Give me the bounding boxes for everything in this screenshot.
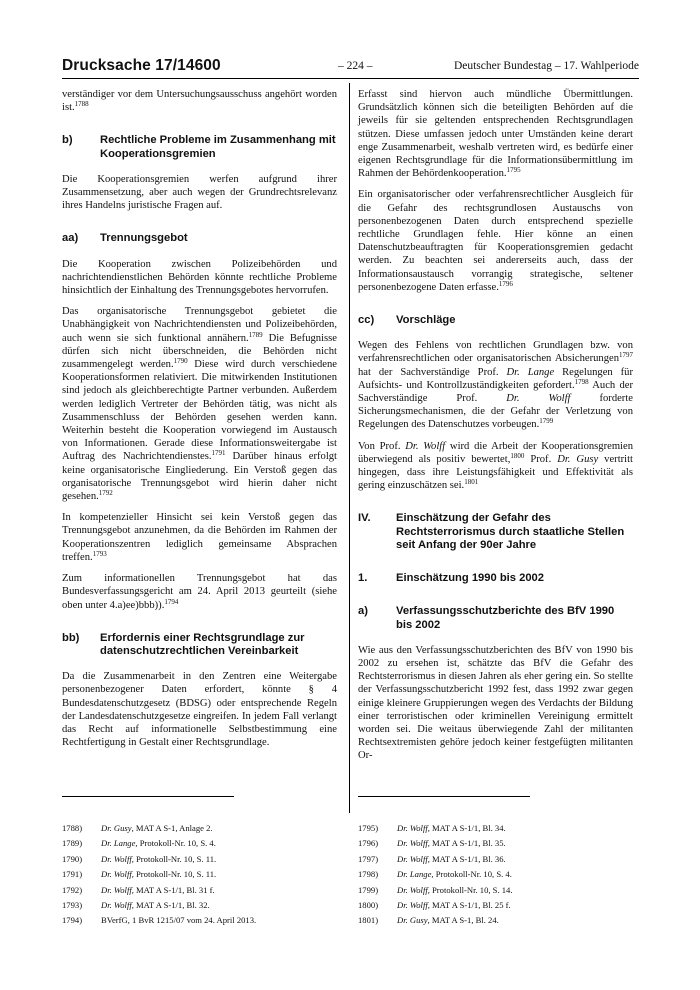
footnote-ref[interactable]: 1799 bbox=[539, 417, 554, 426]
footnote: 1794) BVerfG, 1 BvR 1215/07 vom 24. April 2013. bbox=[62, 915, 257, 926]
footnote-ref[interactable]: 1788 bbox=[74, 100, 89, 109]
paragraph: verständiger vor dem Untersuchungsausschuss angehört worden ist.$^{1788}$ bbox=[62, 89, 337, 114]
footnote-ref[interactable]: 1793 bbox=[92, 549, 107, 558]
footnote: 1790) Dr. Wolff, Protokoll-Nr. 10, S. 11. bbox=[62, 853, 217, 864]
paragraph: Von Prof. Dr. Wolff wird die Arbeit der Kooperationsgremien überwiegend als positiv bewertet,$^{1800}$ Prof. Dr. Gusy vertritt hingegen, dass ihre Leistungsfähigkeit und Effektivität als gering einzuschätzen sei.$^{1801}$ bbox=[358, 440, 634, 492]
footnote: 1788) Dr. Gusy, MAT A S-1, Anlage 2. bbox=[62, 823, 213, 833]
footnote: 1797) Dr. Wolff, MAT A S-1/1, Bl. 36. bbox=[358, 853, 506, 864]
page-header bbox=[62, 57, 639, 79]
right-column bbox=[358, 88, 633, 771]
footnote: 1789) Dr. Lange, Protokoll-Nr. 10, S. 4. bbox=[62, 838, 216, 849]
page-number: – 224 – bbox=[338, 60, 373, 72]
footnote: 1798) Dr. Lange, Protokoll-Nr. 10, S. 4. bbox=[358, 869, 512, 880]
footnote-ref[interactable]: 1792 bbox=[98, 489, 113, 498]
section-heading: 1. Einschätzung 1990 bis 2002 bbox=[358, 572, 544, 585]
paragraph: In kompetenzieller Hinsicht sei kein Verstoß gegen das Trennungsgebot anzunehmen, da die Behörden im Rahmen der Kooperationszentren lediglich gemeinsame Absprachen treffen.$^{1793}$ bbox=[62, 512, 337, 563]
footnote: 1799) Dr. Wolff, Protokoll-Nr. 10, S. 14. bbox=[358, 884, 513, 895]
footnote: 1795) Dr. Wolff, MAT A S-1/1, Bl. 34. bbox=[358, 823, 506, 833]
paragraph: Wie aus den Verfassungsschutzberichten des BfV von 1990 bis 2002 zu ersehen ist, schätzte das BfV die Gefahr des Rechtsterrorismus in diesen Jahren als eher gering ein. So stellte der Verfassungsschutzbericht 1992 fest, dass 1992 zwar gegen einige kleinere Gruppierungen wegen des Verdachts der Bildung einer terroristischen oder kriminellen Vereinigung ermittelt worden sei. Die weitaus überwiegende Zahl der militanten Rechtsextremisten gehöre jedoch keiner festgefügten militanten Or- bbox=[358, 644, 633, 762]
paragraph: Die Kooperationsgremien werfen aufgrund ihrer Zusammensetzung, aber auch wegen der Grundrechtsrelevanz ihres Handelns juristische Fragen auf. bbox=[62, 173, 337, 212]
footnote: 1796) Dr. Wolff, MAT A S-1/1, Bl. 35. bbox=[358, 838, 506, 849]
column-divider bbox=[349, 83, 350, 813]
footnote-rule bbox=[358, 796, 530, 797]
paragraph: Zum informationellen Trennungsgebot hat das Bundesverfassungsgericht am 24. April 2013 geurteilt (siehe oben unter 4.a)ee)bbb)).$^{1794}$ bbox=[62, 573, 337, 611]
section-heading: a) Verfassungsschutzberichte des BfV 1990 bis 2002 bbox=[358, 605, 615, 631]
section-heading: bb) Erfordernis einer Rechtsgrundlage zur datenschutzrechtlichen Vereinbarkeit bbox=[62, 631, 305, 657]
footnotes-right bbox=[358, 823, 633, 931]
publisher: Deutscher Bundestag – 17. Wahlperiode bbox=[453, 60, 639, 72]
footnote-ref[interactable]: 1791 bbox=[211, 449, 226, 458]
footnote: 1793) Dr. Wolff, MAT A S-1/1, Bl. 32. bbox=[62, 899, 210, 910]
chapter-heading: IV. Einschätzung der Gefahr des Rechtsterrorismus durch staatliche Stellen seit Anfang der 90er Jahre bbox=[358, 512, 625, 551]
footnotes-left bbox=[62, 823, 337, 931]
footnote: 1792) Dr. Wolff, MAT A S-1/1, Bl. 31 f. bbox=[62, 884, 215, 895]
paragraph: Ein organisatorischer oder verfahrensrechtlicher Ausgleich für die Gefahr des rechtsgrundlosen Austauschs von personenbezogenen Daten durch entsprechend spezielle rechtliche Grundlagen fehle. Hier könne an einen Datenschutzbeauftragten für Kooperationsgremien gedacht werden. Zu beachten sei andererseits auch, dass der Informationsaustausch vorrangig strategische, seltener personenbezogene Daten erfasse.$^{1796}$ bbox=[358, 189, 633, 293]
footnote: 1800) Dr. Wolff, MAT A S-1/1, Bl. 25 f. bbox=[358, 899, 511, 910]
document-number: Drucksache 17/14600 bbox=[62, 57, 221, 74]
paragraph: Das organisatorische Trennungsgebot gebietet die Unabhängigkeit von Nachrichtendiensten und Polizeibehörden, auch wenn sie sich funktional annähern.$^{1789}$ Die Befugnisse dürfen sich nicht überschneiden, die Behörden nicht zusammengelegt werden.$^{1790}$ Diese wird durch verschiedene Kooperationsformen relativiert. Die mitwirkenden Institutionen sind jedoch als gleichberechtigte Partner verbunden. Außerdem werden lediglich Vertreter der Behörden tätig, was nicht als Zusammenschluss der Behörden gesehen werden kann. Weiterhin besteht die Kooperation vorwiegend im Austausch von Informationen. Gerade diese Informationsweitergabe ist Auftrag des Nachrichtendienstes.$^{1791}$ Darüber hinaus erfolgt keine organisatorische Eingliederung. Ein Verstoß gegen das organisatorische Trennungsgebot wird hierin daher nicht gesehen.$^{1792}$ bbox=[62, 306, 338, 503]
footnote-ref[interactable]: 1790 bbox=[173, 357, 188, 366]
footnote-ref[interactable]: 1789 bbox=[248, 330, 263, 339]
footnote-ref[interactable]: 1798 bbox=[574, 377, 589, 386]
footnote-rule bbox=[62, 796, 234, 797]
footnote-ref[interactable]: 1796 bbox=[498, 279, 513, 288]
section-heading: b) Rechtliche Probleme im Zusammenhang mit Kooperationsgremien bbox=[62, 134, 336, 160]
left-column bbox=[62, 88, 337, 757]
paragraph: Wegen des Fehlens von rechtlichen Grundlagen bzw. von verfahrensrechtlichen oder organisatorischen Absicherungen$^{1797}$ hat der Sachverständige Prof. Dr. Lange Regelungen für Aufsichts- und Kontrollzuständigkeiten gefordert.$^{1798}$ Auch der Sachverständige Prof. Dr. Wolff forderte Sicherungsmechanismen, die der Gefahr der Verletzung von Regelungen des Datenschutzes vorbeugen.$^{1799}$ bbox=[358, 340, 634, 431]
paragraph: Erfasst sind hiervon auch mündliche Übermittlungen. Grundsätzlich können sich die beteiligten Behörden auf die jeweils für sie geltenden entsprechenden Rechtsgrundlagen stützen. Diese umfassen jedoch unter Umständen keine derart enge Zusammenarbeit, weshalb vertreten wird, es bedürfe einer eigenen Rechtsgrundlage für die Informationsübermittlung im Rahmen der Behördenkooperation.$^{1795}$ bbox=[358, 89, 633, 180]
footnote-ref[interactable]: 1797 bbox=[619, 351, 633, 360]
header-rule bbox=[62, 78, 639, 79]
footnote: 1791) Dr. Wolff, Protokoll-Nr. 10, S. 11. bbox=[62, 869, 217, 880]
footnote-ref[interactable]: 1801 bbox=[464, 478, 479, 487]
section-heading: cc) Vorschläge bbox=[358, 314, 456, 327]
paragraph: Die Kooperation zwischen Polizeibehörden und nachrichtendienstlichen Behörden könnte rechtliche Probleme hinsichtlich der Einhaltung des Trennungsgebotes hervorrufen. bbox=[62, 258, 337, 297]
footnote: 1801) Dr. Gusy, MAT A S-1, Bl. 24. bbox=[358, 915, 499, 926]
section-heading: aa) Trennungsgebot bbox=[62, 232, 188, 245]
paragraph: Da die Zusammenarbeit in den Zentren eine Weitergabe personenbezogener Daten erfordert, könnte § 4 Bundesdatenschutzgesetz (BDSG) oder entsprechende Regeln der Landesdatenschutzgesetze eingreifen. In jedem Fall verlangt das Recht auf informationelle Selbstbestimmung eine Rechtfertigung in Gestalt einer Rechtsgrundlage. bbox=[62, 671, 337, 749]
footnote-ref[interactable]: 1795 bbox=[506, 166, 521, 175]
footnote-ref[interactable]: 1794 bbox=[164, 597, 179, 606]
footnote-ref[interactable]: 1800 bbox=[510, 451, 525, 460]
